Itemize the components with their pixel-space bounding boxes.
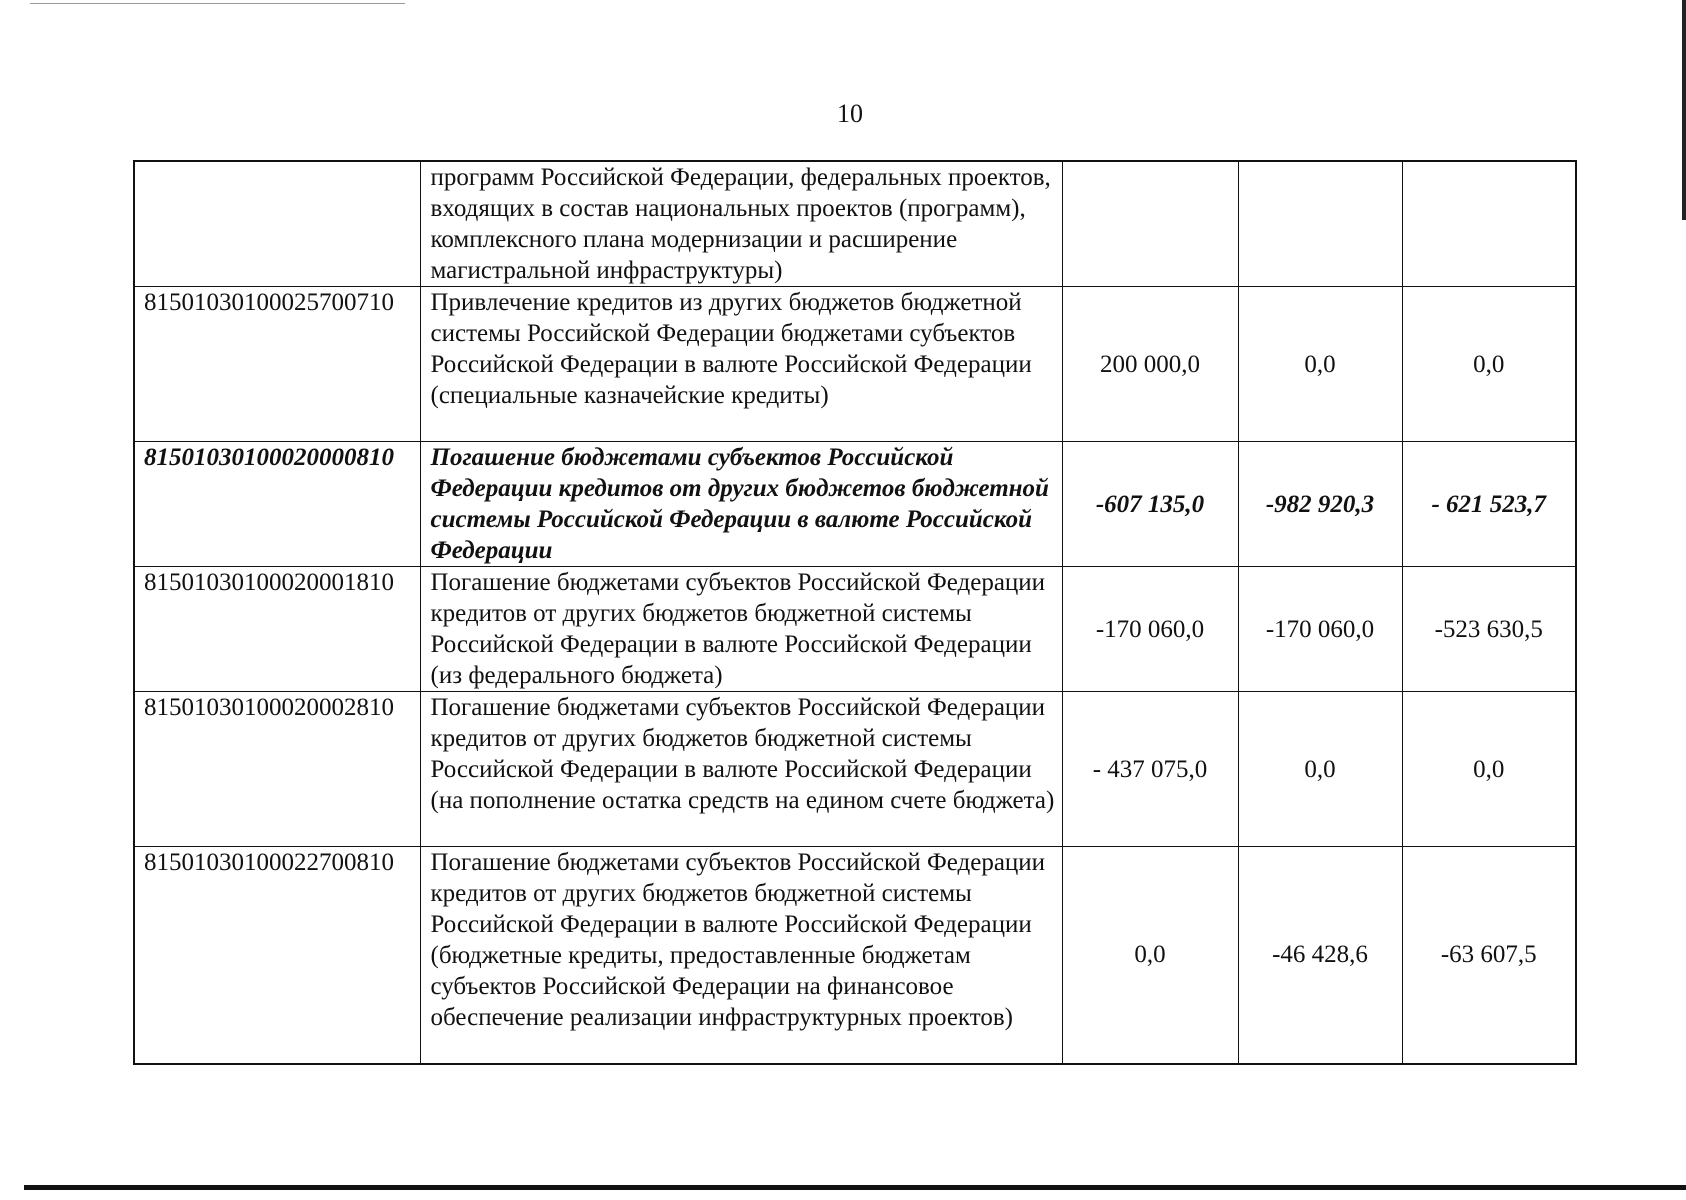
budget-code-cell: 81501030100020001810: [134, 567, 420, 692]
description-cell: Погашение бюджетами субъектов Российской Федерации кредитов от других бюджетов бюджетной системы Российской Федерации в валюте Российской Федерации (бюджетные кредиты, предоставленные бюджетам субъектов Российской Федерации на финансовое обеспечение реализации инфраструктурных проектов): [420, 847, 1062, 1064]
value-cell-year-2: -46 428,6: [1238, 847, 1402, 1064]
page-number: 10: [837, 99, 863, 128]
description-cell: Погашение бюджетами субъектов Российской Федерации кредитов от других бюджетов бюджетной системы Российской Федерации в валюте Российской Федерации (из федерального бюджета): [420, 567, 1062, 692]
value-cell-year-3: 0,0: [1402, 692, 1576, 847]
table-row: [134, 847, 1576, 1064]
value-cell-year-1: -170 060,0: [1062, 567, 1238, 692]
value-cell-year-2: -982 920,3: [1238, 442, 1402, 567]
table-row: [134, 287, 1576, 442]
value-cell-year-2: [1238, 161, 1402, 287]
description-cell: Погашение бюджетами субъектов Российской Федерации кредитов от других бюджетов бюджетной системы Российской Федерации в валюте Российской Федерации (на пополнение остатка средств на едином счете бюджета): [420, 692, 1062, 847]
value-cell-year-3: -523 630,5: [1402, 567, 1576, 692]
value-cell-year-3: [1402, 161, 1576, 287]
budget-code-cell: 81501030100025700710: [134, 287, 420, 442]
table-row: [134, 161, 1576, 287]
description-cell: программ Российской Федерации, федеральных проектов, входящих в состав национальных проектов (программ), комплексного плана модернизации и расширение магистральной инфраструктуры): [420, 161, 1062, 287]
table-row: [134, 692, 1576, 847]
value-cell-year-3: - 621 523,7: [1402, 442, 1576, 567]
value-cell-year-1: 200 000,0: [1062, 287, 1238, 442]
budget-code-cell: 81501030100020002810: [134, 692, 420, 847]
value-cell-year-2: 0,0: [1238, 287, 1402, 442]
table-row-total: [134, 442, 1576, 567]
description-cell: Привлечение кредитов из других бюджетов бюджетной системы Российской Федерации бюджетами субъектов Российской Федерации в валюте Российской Федерации (специальные казначейские кредиты): [420, 287, 1062, 442]
value-cell-year-2: -170 060,0: [1238, 567, 1402, 692]
value-cell-year-1: [1062, 161, 1238, 287]
value-cell-year-3: 0,0: [1402, 287, 1576, 442]
budget-code-cell: [134, 161, 420, 287]
budget-code-cell: 81501030100022700810: [134, 847, 420, 1064]
value-cell-year-1: 0,0: [1062, 847, 1238, 1064]
value-cell-year-1: -607 135,0: [1062, 442, 1238, 567]
table-row: [134, 567, 1576, 692]
value-cell-year-3: -63 607,5: [1402, 847, 1576, 1064]
budget-code-cell: 81501030100020000810: [134, 442, 420, 567]
top-scan-rule: [30, 3, 405, 4]
bottom-scan-rule: [24, 1185, 1686, 1190]
value-cell-year-1: - 437 075,0: [1062, 692, 1238, 847]
value-cell-year-2: 0,0: [1238, 692, 1402, 847]
budget-sources-table: [133, 160, 1577, 1065]
description-cell: Погашение бюджетами субъектов Российской Федерации кредитов от других бюджетов бюджетной системы Российской Федерации в валюте Российской Федерации: [420, 442, 1062, 567]
